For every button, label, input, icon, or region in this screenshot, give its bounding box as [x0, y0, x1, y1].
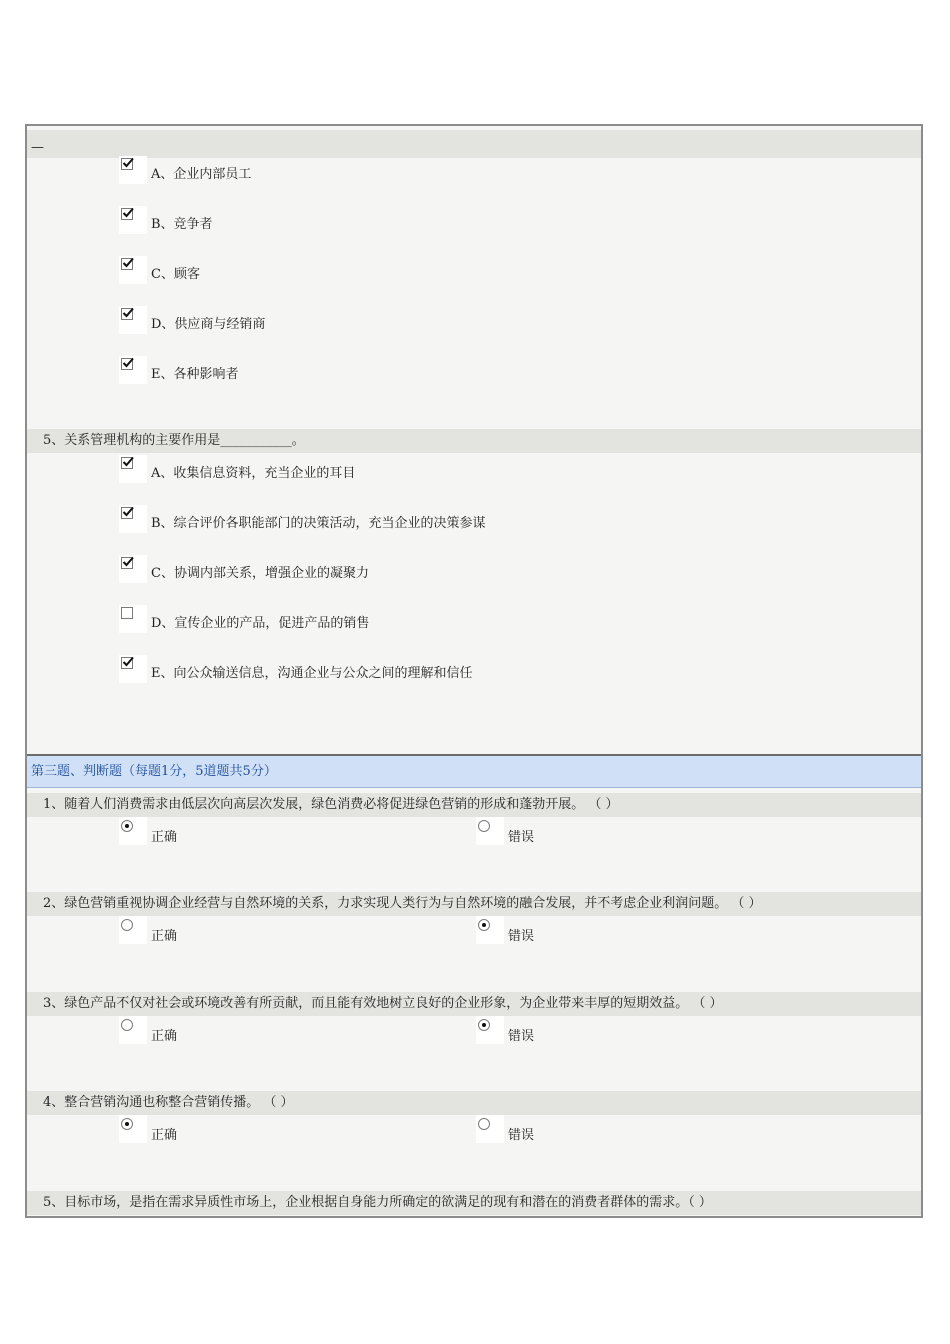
radio-selected-icon[interactable]	[121, 820, 133, 832]
option-label: 错误	[508, 1029, 535, 1044]
checkbox-checked-icon[interactable]	[121, 258, 133, 270]
option-label: 正确	[151, 1029, 178, 1044]
checkbox-checked-icon[interactable]	[121, 308, 133, 320]
question-row-j2	[27, 892, 921, 916]
option-label: D、宣传企业的产品，促进产品的销售	[151, 616, 370, 631]
checkbox-checked-icon[interactable]	[121, 158, 133, 170]
option-label: B、综合评价各职能部门的决策活动，充当企业的决策参谋	[151, 516, 486, 531]
option-label: E、向公众输送信息，沟通企业与公众之间的理解和信任	[151, 666, 473, 681]
radio-unselected-icon[interactable]	[478, 1118, 490, 1130]
checkbox-checked-icon[interactable]	[121, 457, 133, 469]
question-row-j4	[27, 1091, 921, 1115]
option-label: C、协调内部关系，增强企业的凝聚力	[151, 566, 369, 581]
question-row-j3	[27, 992, 921, 1016]
option-label: D、供应商与经销商	[151, 317, 266, 332]
question-text: 4、整合营销沟通也称整合营销传播。 （ ）	[43, 1095, 294, 1110]
question-row-q5	[27, 429, 921, 453]
question-row-j1	[27, 793, 921, 817]
checkbox-checked-icon[interactable]	[121, 557, 133, 569]
checkbox-checked-icon[interactable]	[121, 657, 133, 669]
option-label: 错误	[508, 929, 535, 944]
checkbox-checked-icon[interactable]	[121, 358, 133, 370]
option-label: 正确	[151, 1128, 178, 1143]
option-label: 正确	[151, 929, 178, 944]
radio-unselected-icon[interactable]	[121, 919, 133, 931]
checkbox-checked-icon[interactable]	[121, 208, 133, 220]
radio-unselected-icon[interactable]	[478, 820, 490, 832]
option-label: C、顾客	[151, 267, 200, 282]
option-label: 错误	[508, 1128, 535, 1143]
option-label: B、竞争者	[151, 217, 213, 232]
radio-unselected-icon[interactable]	[121, 1019, 133, 1031]
option-label: 错误	[508, 830, 535, 845]
question-text: 3、绿色产品不仅对社会或环境改善有所贡献，而且能有效地树立良好的企业形象，为企业带来丰厚的短期效益。 （ ）	[43, 996, 723, 1011]
option-label: A、企业内部员工	[151, 167, 252, 182]
quiz-frame	[25, 124, 923, 1218]
radio-selected-icon[interactable]	[478, 1019, 490, 1031]
question-text: 1、随着人们消费需求由低层次向高层次发展，绿色消费必将促进绿色营销的形成和蓬勃开展。 （ ）	[43, 797, 619, 812]
question-row-q4-tail	[27, 130, 921, 158]
question-marker: —	[31, 140, 44, 155]
checkbox-checked-icon[interactable]	[121, 507, 133, 519]
question-text: 5、关系管理机构的主要作用是___________。	[43, 433, 305, 448]
question-text: 2、绿色营销重视协调企业经营与自然环境的关系，力求实现人类行为与自然环境的融合发展，并不考虑企业利润问题。 （ ）	[43, 896, 762, 911]
section-title: 第三题、判断题（每题1分，5道题共5分）	[31, 764, 277, 779]
radio-selected-icon[interactable]	[478, 919, 490, 931]
checkbox-unchecked-icon[interactable]	[121, 607, 133, 619]
option-label: 正确	[151, 830, 178, 845]
option-label: E、各种影响者	[151, 367, 239, 382]
radio-selected-icon[interactable]	[121, 1118, 133, 1130]
section-header-judgement	[27, 754, 921, 788]
question-text: 5、目标市场，是指在需求异质性市场上，企业根据自身能力所确定的欲满足的现有和潜在的消费者群体的需求。（ ）	[43, 1195, 712, 1210]
question-row-j5	[27, 1191, 921, 1215]
option-label: A、收集信息资料，充当企业的耳目	[151, 466, 356, 481]
